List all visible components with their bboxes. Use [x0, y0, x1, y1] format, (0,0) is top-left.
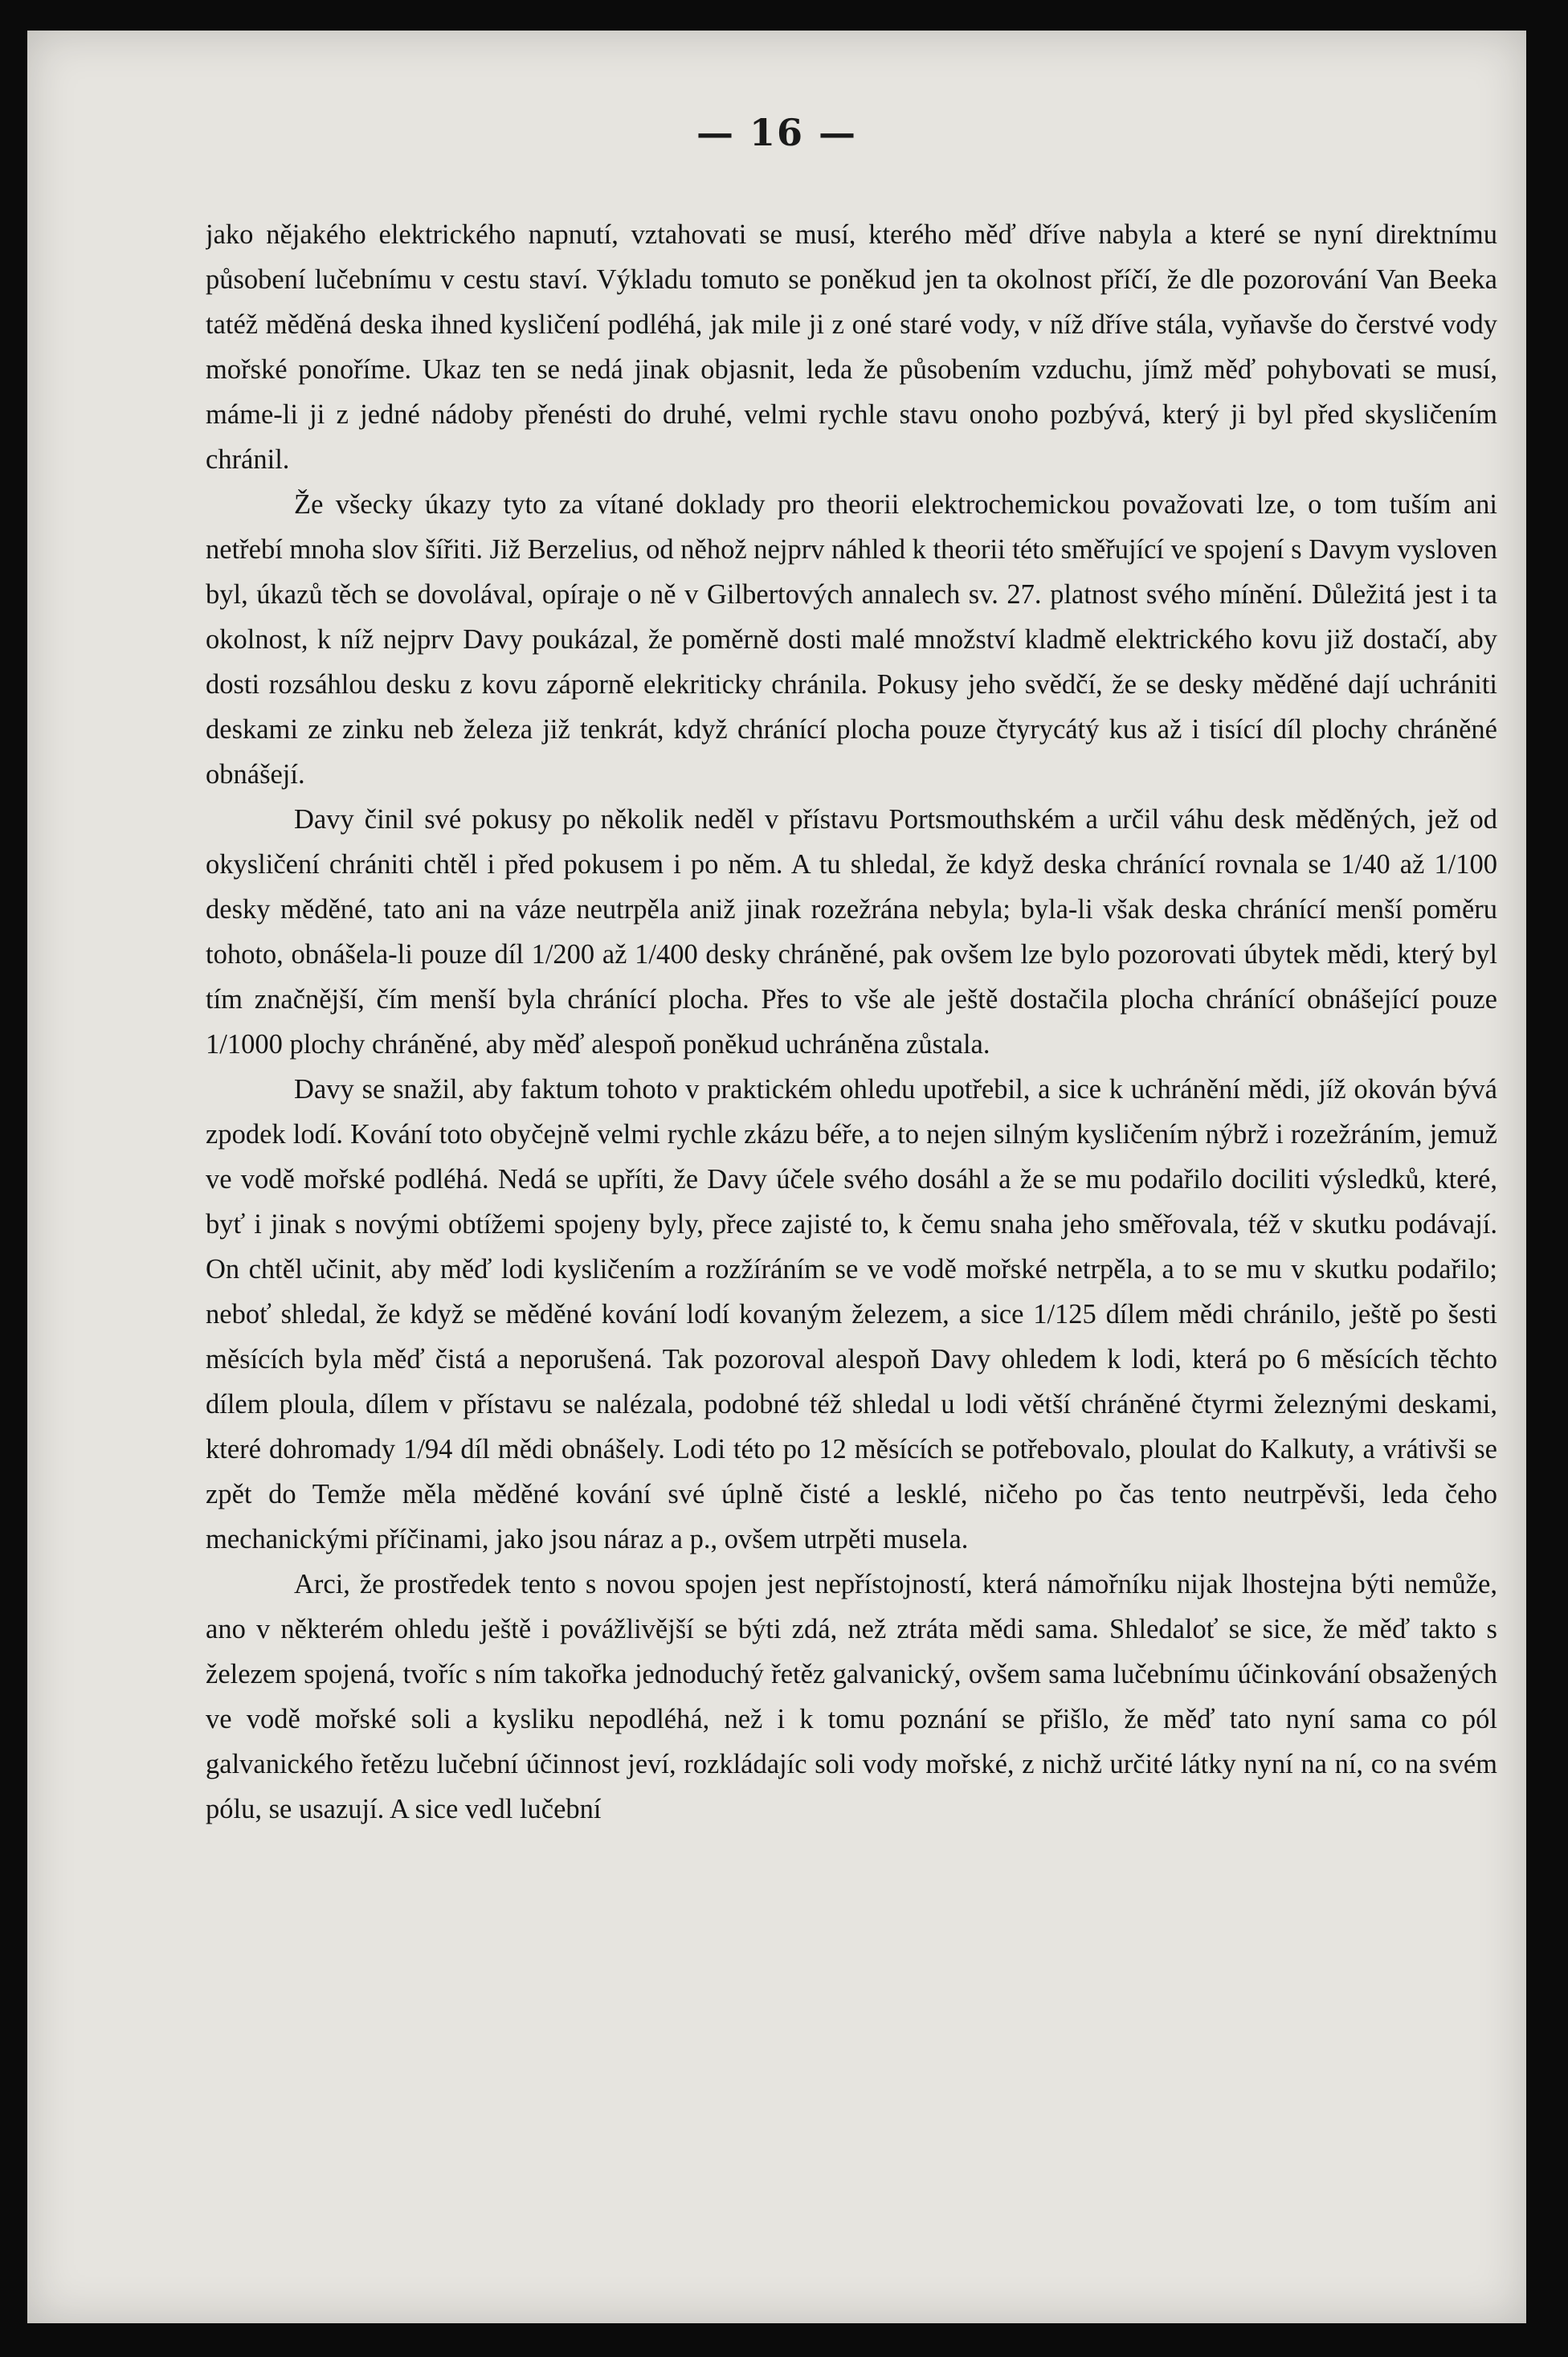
- body-text: [206, 212, 1497, 2236]
- paragraph-5: Arci, že prostředek tento s novou spojen jest nepřístojností, která námořníku nijak lhostejna býti nemůže, ano v některém ohledu ještě i povážlivější se býti zdá, než ztráta mědi sama. Shledaloť se sice, že měď takto s železem spojená, tvoříc s ním takořka jednoduchý řetěz galvanický, ovšem sama lučebnímu účinkování obsažených ve vodě mořské soli a kysliku nepodléhá, než i k tomu poznání se přišlo, že měď tato nyní sama co pól galvanického řetězu lučební účinnost jeví, rozkládajíc soli vody mořské, z nichž určité látky nyní na ní, co na svém pólu, se usazují. A sice vedl lučební: [206, 1569, 1497, 1824]
- paragraph-3: Davy činil své pokusy po několik neděl v přístavu Portsmouthském a určil váhu desk měděných, jež od okysličení chrániti chtěl i před pokusem i po něm. A tu shledal, že když deska chránící rovnala se 1/40 až 1/100 desky měděné, tato ani na váze neutrpěla aniž jinak rozežrána nebyla; byla-li však deska chránící menší poměru tohoto, obnášela-li pouze díl 1/200 až 1/400 desky chráněné, pak ovšem lze bylo pozorovati úbytek mědi, který byl tím značnější, čím menší byla chránící plocha. Přes to vše ale ještě dostačila plocha chránící obnášející pouze 1/1000 plochy chráněné, aby měď alespoň poněkud uchráněna zůstala.: [206, 804, 1497, 1060]
- page-number: — 16 —: [696, 111, 858, 154]
- scanned-page: [27, 31, 1526, 2323]
- paragraph-2: Že všecky úkazy tyto za vítané doklady pro theorii elektrochemickou považovati lze, o tom tuším ani netřebí mnoha slov šířiti. Již Berzelius, od něhož nejprv náhled k theorii této směřující ve spojení s Davym vysloven byl, úkazů těch se dovolával, opíraje o ně v Gilbertových annalech sv. 27. platnost svého mínění. Důležitá jest i ta okolnost, k níž nejprv Davy poukázal, že poměrně dosti malé množství kladmě elektrického kovu již dostačí, aby dosti rozsáhlou desku z kovu záporně elekriticky chránila. Pokusy jeho svědčí, že se desky měděné dají uchrániti deskami ze zinku neb železa již tenkrát, když chránící plocha pouze čtyrycátý kus až i tisící díl plochy chráněné obnášejí.: [206, 489, 1497, 790]
- paragraph-4: Davy se snažil, aby faktum tohoto v praktickém ohledu upotřebil, a sice k uchránění mědi, jíž okován bývá zpodek lodí. Kování toto obyčejně velmi rychle zkázu béře, a to nejen silným kysličením nýbrž i rozežráním, jemuž ve vodě mořské podléhá. Nedá se upříti, že Davy účele svého dosáhl a že se mu podařilo dociliti výsledků, které, byť i jinak s novými obtížemi spojeny byly, přece zajisté to, k čemu snaha jeho směřovala, též v skutku podávají. On chtěl učinit, aby měď lodi kysličením a rozžíráním se ve vodě mořské netrpěla, a to se mu v skutku podařilo; neboť shledal, že když se měděné kování lodí kovaným železem, a sice 1/125 dílem mědi chránilo, ještě po šesti měsících byla měď čistá a neporušená. Tak pozoroval alespoň Davy ohledem k lodi, která po 6 měsících těchto dílem ploula, dílem v přístavu se nalézala, podobné též shledal u lodi větší chráněné čtyrmi železnými deskami, které dohromady 1/94 díl mědi obnášely. Lodi této po 12 měsících se potřebovalo, ploulat do Kalkuty, a vrátivši se zpět do Temže měla měděné kování své úplně čisté a lesklé, ničeho po čas tento neutrpěvši, leda čeho mechanickými příčinami, jako jsou náraz a p., ovšem utrpěti musela.: [206, 1074, 1497, 1554]
- paragraph-1: jako nějakého elektrického napnutí, vztahovati se musí, kterého měď dříve nabyla a které se nyní direktnímu působení lučebnímu v cestu staví. Výkladu tomuto se poněkud jen ta okolnost příčí, že dle pozorování Van Beeka tatéž měděná deska ihned kysličení podléhá, jak mile ji z oné staré vody, v níž dříve stála, vyňavše do čerstvé vody mořské ponoříme. Ukaz ten se nedá jinak objasnit, leda že působením vzduchu, jímž měď pohybovati se musí, máme-li ji z jedné nádoby přenésti do druhé, velmi rychle stavu onoho pozbývá, který ji byl před skysličením chránil.: [206, 219, 1497, 475]
